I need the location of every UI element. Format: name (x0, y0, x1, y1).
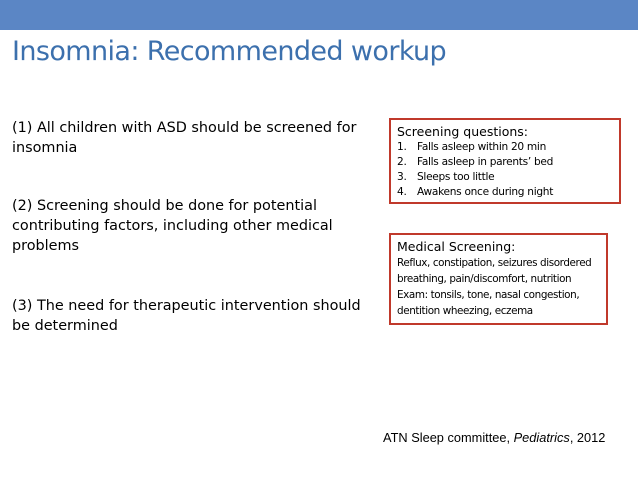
list-number: 1. (397, 141, 407, 153)
medical-screening-heading: Medical Screening: (397, 239, 516, 254)
citation (383, 430, 605, 445)
list-text: Falls asleep within 20 min (417, 141, 546, 153)
list-text: Sleeps too little (417, 171, 495, 183)
screening-questions-box (389, 118, 621, 204)
list-item (397, 140, 613, 155)
list-item (397, 155, 613, 170)
workup-point-1: (1) All children with ASD should be screened for insomnia (12, 120, 357, 156)
list-item (397, 185, 613, 200)
list-number: 3. (397, 171, 407, 183)
header-bar (0, 0, 638, 30)
screening-questions-list (397, 140, 613, 200)
workup-point-2: (2) Screening should be done for potential contributing factors, including other medical problems (12, 198, 333, 254)
slide-title: Insomnia: Recommended workup (12, 36, 447, 67)
list-number: 2. (397, 156, 407, 168)
citation-year: , 2012 (569, 430, 606, 445)
citation-source: ATN Sleep committee, (383, 430, 514, 445)
list-text: Falls asleep in parents’ bed (417, 156, 554, 168)
medical-screening-line: breathing, pain/discomfort, nutrition (397, 273, 572, 285)
workup-point-3: (3) The need for therapeutic intervention should be determined (12, 298, 361, 334)
medical-screening-line: dentition wheezing, eczema (397, 305, 533, 317)
medical-screening-line: Reflux, constipation, seizures disordered (397, 257, 592, 269)
medical-screening-box (389, 233, 608, 325)
list-number: 4. (397, 186, 407, 198)
citation-journal: Pediatrics (513, 430, 570, 445)
list-text: Awakens once during night (417, 186, 554, 198)
medical-screening-line: Exam: tonsils, tone, nasal congestion, (397, 289, 580, 301)
screening-questions-heading: Screening questions: (397, 124, 529, 139)
list-item (397, 170, 613, 185)
